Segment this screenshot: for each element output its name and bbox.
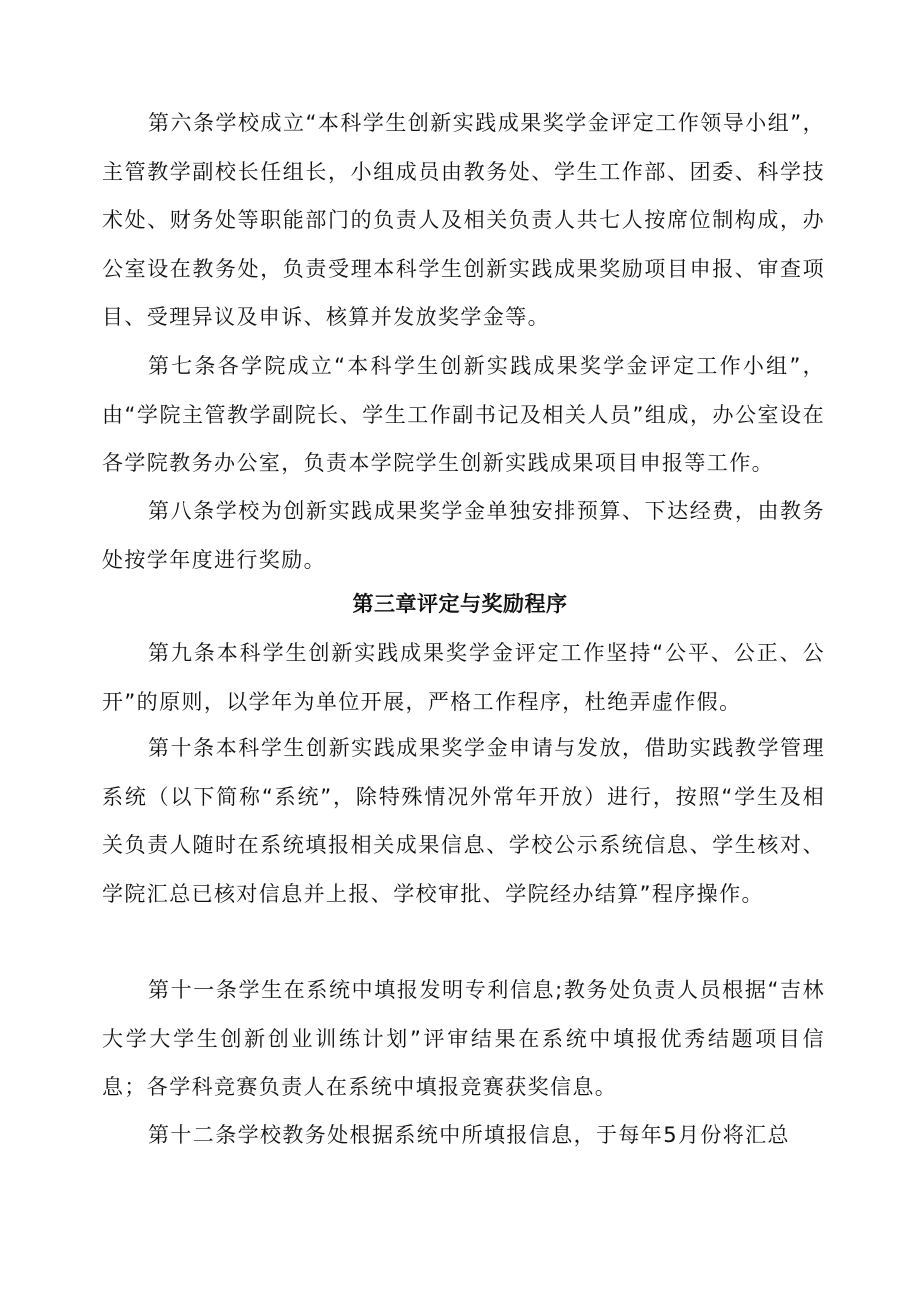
article-11-paragraph: 第十一条学生在系统中填报发明专利信息;教务处负责人员根据“吉林大学大学生创新创业训练计划”评审结果在系统中填报优秀结题项目信息；各学科竞赛负责人在系统中填报竞赛获奖信息。: [102, 978, 825, 1100]
chapter-3-heading: 第三章评定与奖励程序: [352, 592, 568, 616]
article-9-paragraph: 第九条本科学生创新实践成果奖学金评定工作坚持“公平、公正、公开”的原则，以学年为单位开展，严格工作程序，杜绝弄虚作假。: [102, 641, 825, 714]
article-12-paragraph: 第十二条学校教务处根据系统中所填报信息，于每年5月份将汇总: [148, 1123, 790, 1147]
article-8-paragraph: 第八条学校为创新实践成果奖学金单独安排预算、下达经费，由教务处按学年度进行奖励。: [102, 499, 825, 572]
article-7-paragraph: 第七条各学院成立“本科学生创新实践成果奖学金评定工作小组”，由“学院主管教学副院长、学生工作副书记及相关人员”组成，办公室设在各学院教务办公室，负责本学院学生创新实践成果项目申报等工作。: [102, 354, 825, 476]
article-10-paragraph: 第十条本科学生创新实践成果奖学金申请与发放，借助实践教学管理系统（以下简称“系统”，除特殊情况外常年开放）进行，按照“学生及相关负责人随时在系统填报相关成果信息、学校公示系统信息、学生核对、学院汇总已核对信息并上报、学校审批、学院经办结算”程序操作。: [102, 736, 825, 906]
article-6-paragraph: 第六条学校成立“本科学生创新实践成果奖学金评定工作领导小组”，主管教学副校长任组长，小组成员由教务处、学生工作部、团委、科学技术处、财务处等职能部门的负责人及相关负责人共七人按席位制构成，办公室设在教务处，负责受理本科学生创新实践成果奖励项目申报、审查项目、受理异议及申诉、核算并发放奖学金等。: [102, 111, 825, 330]
